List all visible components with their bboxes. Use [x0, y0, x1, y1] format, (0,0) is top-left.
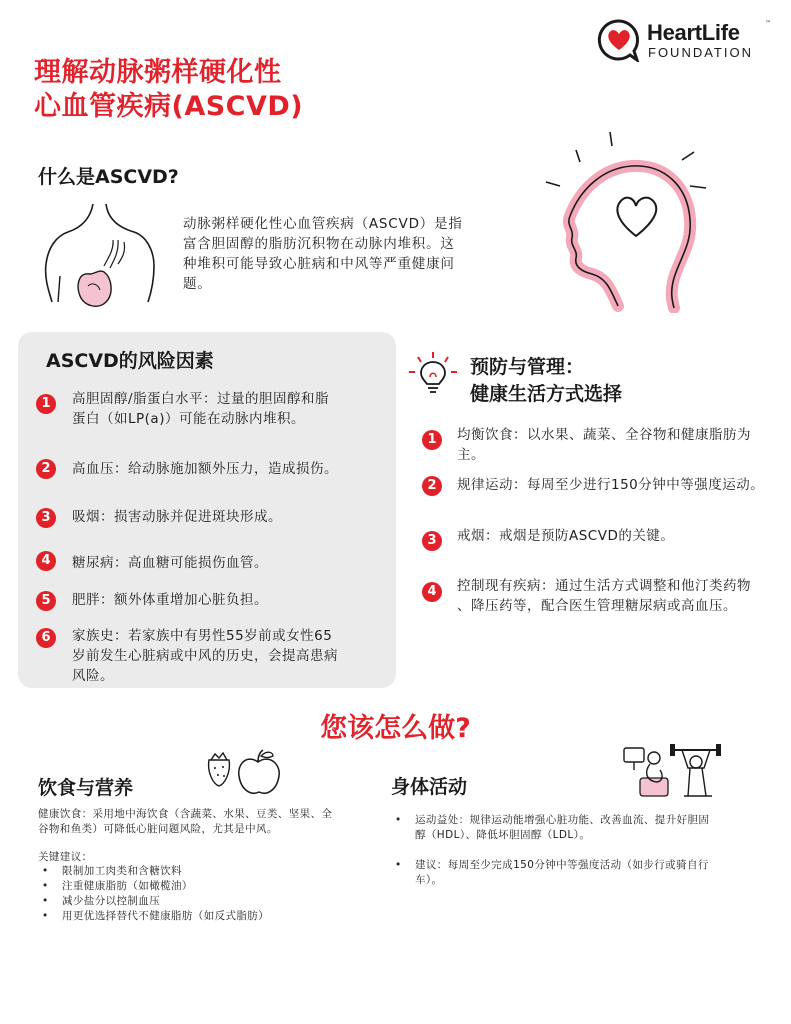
prevention-item-line: 规律运动：每周至少进行150分钟中等强度运动。 [457, 477, 765, 493]
prevention-heading-line-1: 预防与管理： [470, 356, 585, 378]
page-title-line-1: 理解动脉粥样硬化性 [34, 57, 282, 88]
activity-item-recommendation [391, 858, 761, 888]
risk-item-line: 家族史：若家族中有男性55岁前或女性65 [72, 628, 333, 644]
prevention-number-badge: 2 [422, 476, 442, 496]
chest-heart-illustration [38, 202, 163, 314]
what-is-line: 种堆积可能导致心脏病和中风等严重健康问 [183, 256, 455, 272]
activity-item-line: 醇（HDL）、降低坏胆固醇（LDL）。 [415, 829, 591, 841]
prevention-item-manage-conditions [457, 576, 777, 616]
risk-number-badge: 5 [36, 591, 56, 611]
diet-intro-line: 健康饮食：采用地中海饮食（含蔬菜、水果、豆类、坚果、全 [38, 808, 333, 820]
risk-item-line: 糖尿病：高血糖可能损伤血管。 [72, 555, 268, 571]
logo-subtitle: FOUNDATION [648, 45, 753, 60]
activity-list [391, 813, 761, 888]
risk-number-badge: 3 [36, 508, 56, 528]
diet-tip: • 限制加工肉类和含糖饮料 [38, 864, 368, 879]
prevention-item-diet [457, 425, 777, 465]
prevention-item-line: 均衡饮食：以水果、蔬菜、全谷物和健康脂肪为 [457, 427, 751, 443]
risk-factors-heading: ASCVD的风险因素 [46, 350, 214, 372]
diet-intro-line: 谷物和鱼类）可降低心脏问题风险，尤其是中风。 [38, 823, 278, 835]
risk-number-badge: 4 [36, 551, 56, 571]
exercise-icon [620, 742, 725, 802]
risk-number-badge: 1 [36, 394, 56, 414]
risk-item-line: 高胆固醇/脂蛋白水平：过量的胆固醇和脂 [72, 391, 330, 407]
risk-item-smoking [72, 507, 382, 527]
risk-item-line: 岁前发生心脏病或中风的历史，会提高患病 [72, 648, 338, 664]
risk-item-hypertension [72, 459, 382, 479]
risk-item-line: 蛋白（如LP(a)）可能在动脉内堆积。 [72, 411, 305, 427]
what-is-line: 题。 [183, 276, 212, 292]
lightbulb-icon [406, 350, 460, 396]
prevention-item-quit-smoking [457, 526, 777, 546]
risk-item-line: 风险。 [72, 668, 114, 684]
risk-item-line: 肥胖：额外体重增加心脏负担。 [72, 592, 268, 608]
prevention-item-line: 、降压药等，配合医生管理糖尿病或高血压。 [457, 598, 737, 614]
activity-item-line: • 运动益处：规律运动能增强心脏功能、改善血流、提升好胆固 [415, 814, 710, 826]
prevention-item-line: 戒烟：戒烟是预防ASCVD的关键。 [457, 528, 675, 544]
activity-item-line: 车）。 [415, 874, 443, 886]
strawberry-apple-icon [203, 748, 285, 798]
what-to-do-heading: 您该怎么做? [320, 713, 471, 744]
activity-item-benefits [391, 813, 761, 843]
what-is-line: 富含胆固醇的脂肪沉积物在动脉内堆积。这 [183, 236, 455, 252]
prevention-heading [470, 354, 622, 408]
diet-tips-label: 关键建议： [38, 851, 93, 863]
diet-tips-list [38, 864, 368, 924]
what-is-line: 动脉粥样硬化性心血管疾病（ASCVD）是指 [183, 216, 463, 232]
what-is-description [183, 214, 503, 294]
prevention-item-line: 主。 [457, 447, 485, 463]
prevention-heading-line-2: 健康生活方式选择 [470, 383, 623, 405]
heartlife-logo [597, 18, 777, 66]
prevention-item-exercise [457, 475, 787, 495]
risk-item-high-cholesterol [72, 389, 382, 429]
risk-number-badge: 6 [36, 628, 56, 648]
activity-heading: 身体活动 [391, 776, 468, 798]
risk-item-obesity [72, 590, 382, 610]
page-title-line-2: 心血管疾病(ASCVD) [34, 91, 304, 122]
logo-trademark: ™ [765, 20, 771, 27]
diet-tip: • 注重健康脂肪（如橄榄油） [38, 879, 368, 894]
head-heart-illustration [540, 128, 710, 313]
prevention-item-line: 控制现有疾病：通过生活方式调整和他汀类药物 [457, 578, 751, 594]
prevention-number-badge: 3 [422, 531, 442, 551]
risk-item-line: 高血压：给动脉施加额外压力，造成损伤。 [72, 461, 338, 477]
page-title [34, 56, 303, 124]
risk-item-line: 吸烟：损害动脉并促进斑块形成。 [72, 509, 282, 525]
logo-brand: HeartLife [647, 20, 740, 45]
diet-heading: 饮食与营养 [38, 777, 134, 799]
prevention-number-badge: 4 [422, 582, 442, 602]
diet-tip: • 用更优选择替代不健康脂肪（如反式脂肪） [38, 909, 368, 924]
risk-item-diabetes [72, 553, 382, 573]
prevention-number-badge: 1 [422, 430, 442, 450]
risk-number-badge: 2 [36, 459, 56, 479]
risk-item-family-history [72, 626, 387, 686]
activity-item-line: • 建议：每周至少完成150分钟中等强度活动（如步行或骑自行 [415, 859, 709, 871]
diet-tip: • 减少盐分以控制血压 [38, 894, 368, 909]
heart-bubble-icon [597, 18, 641, 62]
diet-intro [38, 807, 368, 837]
what-is-heading: 什么是ASCVD? [38, 166, 179, 188]
